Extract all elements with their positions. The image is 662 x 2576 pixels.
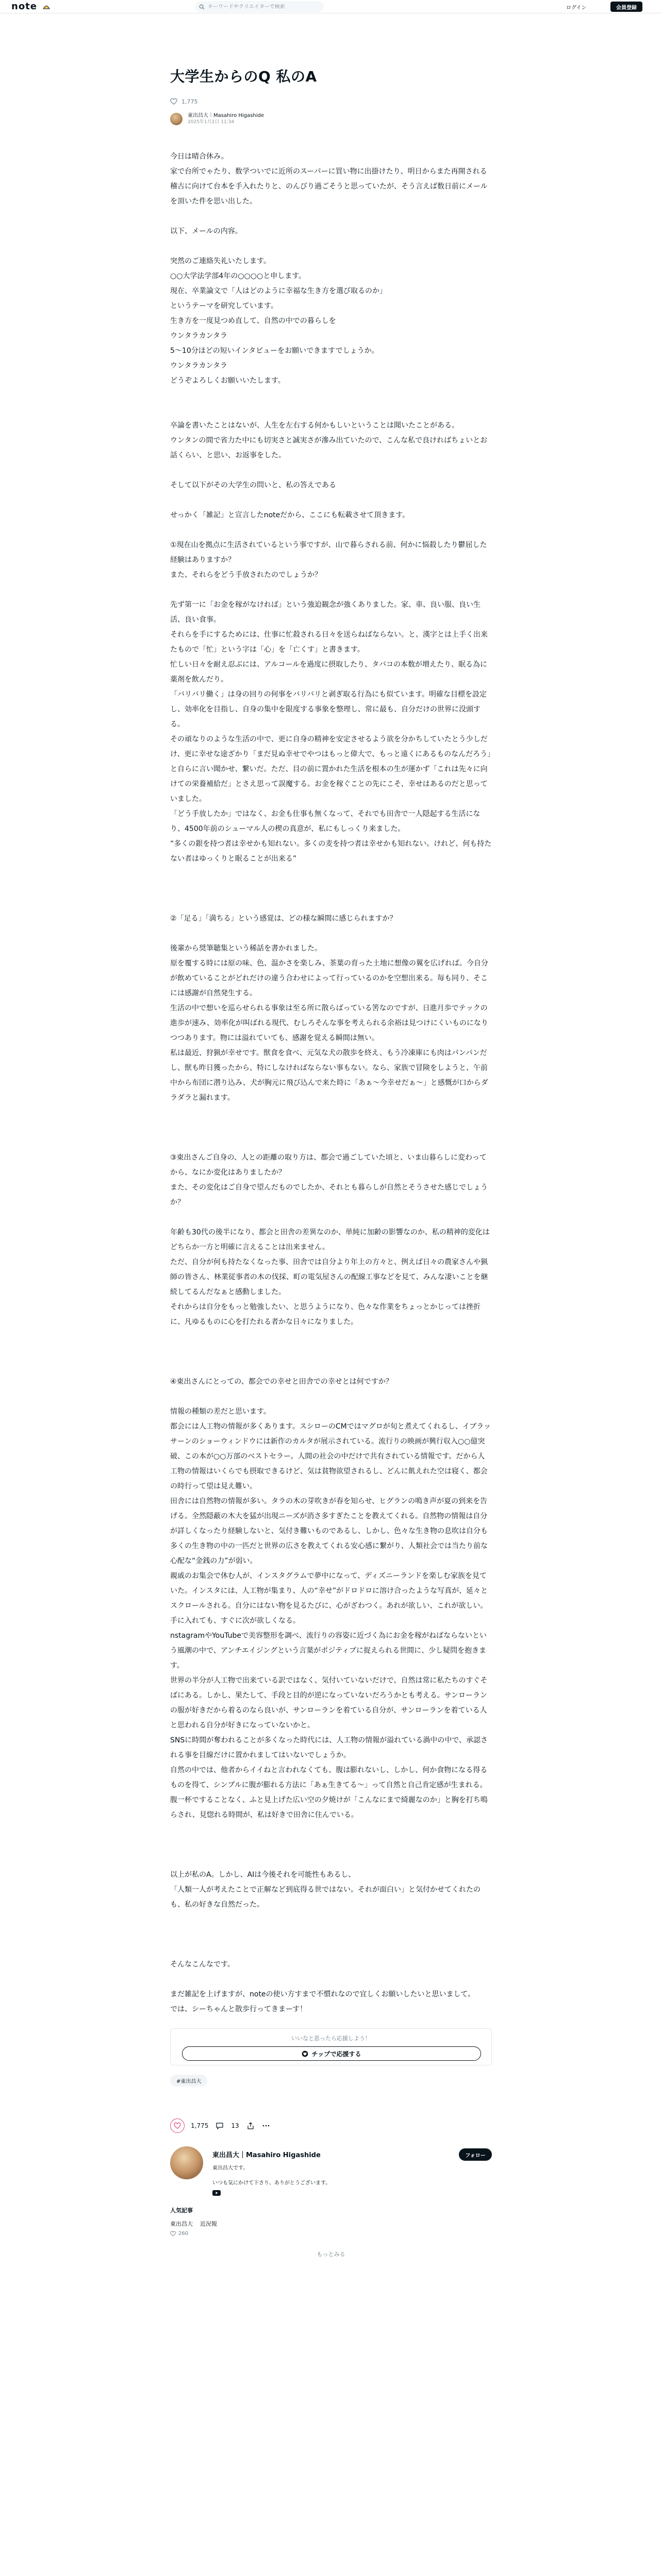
comment-count: 13 xyxy=(231,2122,239,2129)
tip-button-label: チップで応援する xyxy=(311,2050,361,2058)
paragraph: 私は最近、狩猟が幸せです。獣食を食べ、元気な犬の散歩を終え、もう冷凍庫にも肉はパンパンだし、獣も昨日獲ったから、特にしなければならない事もない。なら、家族で冒険をしようと、午前中から布団に潜り込み、犬が胸元に飛び込んで来た時に「あぁ〜今幸せだぁ〜」と感慨が口からダラダラと漏れます。 xyxy=(170,1049,488,1102)
paragraph-gap xyxy=(170,1210,492,1225)
signup-button[interactable]: 会員登録 xyxy=(610,2,642,12)
paragraph: 原を覆する時には原の味、色、温かさを楽しみ、茶葉の育った土地に想像の翼を広げれば。今自分が飲めていることがどれだけの違う合わせによって行っているのかを空想出来る。毎も同り、そこには感謝が自然発生する。 xyxy=(170,959,488,997)
paragraph: 今日は晴合休み。 xyxy=(170,152,228,161)
popular-like-count: 260 xyxy=(178,2231,189,2236)
paragraph: というテーマを研究しています。 xyxy=(170,302,278,310)
youtube-icon[interactable] xyxy=(212,2190,221,2196)
action-row xyxy=(170,2117,492,2134)
paragraph-gap xyxy=(170,1942,492,1957)
paragraph-gap xyxy=(170,1330,492,1345)
more-icon[interactable] xyxy=(262,2122,270,2130)
paragraph: 家で台所でゃたり、数学ついでに近所のスーパーに買い物に出掛けたり、明日からまた再開される稽古に向けて台本を手入れたりと、のんびり過ごそうと思っていたが、そう言えば数日前にメールを頂いた件を思い出した。 xyxy=(170,167,488,206)
paragraph-gap xyxy=(170,523,492,538)
popular-heading: 人気記事 xyxy=(170,2207,193,2214)
support-box xyxy=(170,2028,492,2065)
paragraph: 「バリバリ働く」は身の回りの何事をバリバリと剥ぎ取る行為にも似ています。明確な目標を設定し、効率化を目指し、自身の集中を限度する事象を整理し、常に最も、自分だけの世界に没頭する。 xyxy=(170,690,487,728)
paragraph: では、シーちゃんと散歩行ってきまーす！ xyxy=(170,2005,307,2013)
paragraph: ③東出さんご自身の、人との距離の取り方は、都会で過ごしていた頃と、いま山暮らしに変わってから、なにか変化はありましたか？ xyxy=(170,1154,487,1177)
paragraph: SNSに時間が奪われることが多くなった時代には、人工物の情報が溢れている渦中の中で、承認される事を目線だけに置かれましてはいないでしょうか。 xyxy=(170,1736,488,1759)
paragraph: また、それらをどう手放されたのでしょうか？ xyxy=(170,571,322,579)
publish-date: 2025年1月2日 11:34 xyxy=(188,120,235,125)
popular-item-sub: 近況報 xyxy=(200,2221,217,2227)
paragraph: ウンタラカンタラ xyxy=(170,362,227,370)
paragraph-gap xyxy=(170,867,492,882)
share-icon[interactable] xyxy=(246,2122,255,2130)
article-title: 大学生からのQ 私のA xyxy=(170,68,317,85)
paragraph: 先ず第一に「お金を稼がなければ」という強迫観念が強くありました。家、車、良い服、良い生活、良い食事。 xyxy=(170,601,481,624)
paragraph: 都会には人工物の情報が多くあります。スシローのCMではマグロが旬と煮えてくれるし、イブラッサーンのショーウィンドウには新作のカルタが展示されている。流行りの映画が興行収入○○億突破、この本が○○万部のベストセラー。人間の社会の中だけで共有されている情報です。だから人工物の情報はいくらでも摂取できるけど、気は貧物欲望されるし、どんに飢えれた空は寝く、都会の時行って望は見え難い。 xyxy=(170,1422,491,1490)
paragraph-gap xyxy=(170,1972,492,1987)
paragraph-gap xyxy=(170,403,492,418)
paragraph-gap xyxy=(170,1121,492,1136)
author-row[interactable] xyxy=(170,112,492,126)
paragraph: そんなこんなです。 xyxy=(170,1960,235,1969)
article xyxy=(170,67,492,2258)
heart-icon xyxy=(170,2231,176,2236)
paragraph: 以下、メールの内容。 xyxy=(170,227,242,235)
paragraph-gap xyxy=(170,209,492,224)
paragraph-gap xyxy=(170,896,492,911)
site-header xyxy=(0,0,662,13)
paragraph-gap xyxy=(170,926,492,941)
paragraph-gap xyxy=(170,1853,492,1868)
author-bio: 東出昌大です。 xyxy=(212,2165,249,2171)
paragraph: 世界の半分が人工物で出来ている訳ではなく、気付いていないだけで、自然は常に私たちのすぐそばにある。しかし、果たして、手段と目的が逆になっていないだろうかとも考える。サンローランの服が好きだから着るのなら良いが、サンローランを着ている自分が、サンローランを着ている人と思われる自分が好きになっていないかと。 xyxy=(170,1676,488,1730)
follow-button[interactable]: フォロー xyxy=(459,2148,492,2161)
paragraph-gap xyxy=(170,1345,492,1360)
paragraph-gap xyxy=(170,1360,492,1375)
paragraph: 「人類一人が考えたことで正解など到底得る世ではない。それが面白い」と気付かせてくれたのも、私の好きな自然だった。 xyxy=(170,1886,481,1909)
like-button[interactable] xyxy=(170,2119,185,2133)
paragraph: ただ、自分が何も持たなくなった事、田舎では自分より年上の方々と、例えば日々の農家さんや猟師の皆さん、林業従事者の木の伐採、町の電気屋さんの配線工事などを見て、みんな凄いことを継続してるんだなぁと感動しました。 xyxy=(170,1258,488,1296)
tip-heart-icon xyxy=(302,2050,308,2057)
like-count: 1,775 xyxy=(181,98,198,105)
paragraph-gap xyxy=(170,239,492,254)
paragraph: 現在、卒業論文で「人はどのように幸福な生き方を選び取るのか」 xyxy=(170,287,387,295)
popular-like xyxy=(170,2231,492,2236)
paragraph: それらを手にするためには、仕事に忙殺される日々を送らねばならない。と、漢字とは上手く出来たもので「忙」という字は「心」を「亡くす」と書きます。 xyxy=(170,631,488,654)
paragraph: 親戚のお集会で休む人が、インスタグラムで夢中になって、ディズニーランドを楽しむ家族を見ていた。インスタには、人工物が集まり、人の“幸せ”がドロドロに溶け合ったような写真が、延々とスクロールされる。自分にはない物を見るたびに、心がざわつく。あれが欲しい、これが欲しい。手に入れても、すぐに次が欲しくなる。 xyxy=(170,1572,488,1625)
search-box[interactable] xyxy=(195,1,324,12)
comment-icon[interactable] xyxy=(216,2122,224,2130)
paragraph-gap xyxy=(170,1823,492,1838)
paragraph-gap xyxy=(170,388,492,403)
tip-button[interactable] xyxy=(182,2046,481,2061)
paragraph: 卒論を書いたことはないが、人生を左右する何かもしいということは聞いたことがある。 xyxy=(170,421,459,430)
paragraph-gap xyxy=(170,463,492,478)
paragraph: ①現在山を拠点に生活されているという事ですが、山で暮らされる前、何かに悩殺したり鬱屈した経験はありますか？ xyxy=(170,541,487,564)
paragraph: 自然の中では、他者からイイねと言われなくても、腹は膨れないし、しかし、何か食物になる得るものを得て、シンプルに腹が膨れる方法に「あぁ生きてる〜」って自然と自己肯定感が生まれる。腹一杯ですることなく、ふと見上げた広い空の夕焼けが「こんなにまで綺麗なのか」と胸を打ち鳴らされ、見惚れる時間が、私は好きで田舎に住んでいる。 xyxy=(170,1766,488,1819)
paragraph-gap xyxy=(170,1136,492,1150)
paragraph: ④東出さんにとっての、都会での幸せと田舎での幸せとは何ですか？ xyxy=(170,1378,393,1386)
more-link[interactable]: もっとみる xyxy=(317,2251,345,2258)
search-input[interactable] xyxy=(208,4,316,10)
paragraph: 後輩から奨筆聴集という稀話を書かれました。 xyxy=(170,944,322,953)
paragraph-gap xyxy=(170,1838,492,1853)
author-name[interactable]: 東出昌大｜Masahiro Higashide xyxy=(188,113,264,118)
paragraph: そして以下がその大学生の問いと、私の答えである xyxy=(170,481,336,489)
bell-icon xyxy=(42,3,51,10)
paragraph-gap xyxy=(170,1912,492,1927)
popular-item-title: 東出昌大 xyxy=(170,2221,193,2227)
paragraph-gap xyxy=(170,1389,492,1404)
paragraph-gap xyxy=(170,1927,492,1942)
note-logo[interactable]: note xyxy=(11,1,37,12)
support-text: いいなと思ったら応援しよう！ xyxy=(291,2035,371,2042)
paragraph: 情報の種類の差だと思います。 xyxy=(170,1408,271,1416)
login-link[interactable]: ログイン xyxy=(566,5,587,11)
author-avatar[interactable] xyxy=(170,2146,203,2179)
heart-icon xyxy=(170,98,177,105)
paragraph: せっかく「雑記」と宣言したnoteだから、ここにも転載させて頂きます。 xyxy=(170,511,410,519)
popular-item[interactable] xyxy=(170,2219,492,2228)
paragraph: また、その変化はご自身で望んだものでしたか、それとも暮らしが自然とそうさせた感じでしょうか？ xyxy=(170,1183,488,1207)
paragraph-gap xyxy=(170,583,492,598)
search-icon xyxy=(199,4,205,10)
paragraph: 「どう手放したか」ではなく、お金も仕事も無くなって、それでも田舎で一人隠起する生活になり、4500年前のシューマル人の楔の真意が、私にもしっくり来ました。 xyxy=(170,810,481,833)
paragraph: 田舎には自然物の情報が多い。タラの木の芽吹きが春を知らせ、ヒグランの鳴き声が夏の到来を告げる。全然隠蔽の木大を猛が出現ニーズが消さ多すぎたことを教えてくれる。自然物の情報は自分が詳しくなったり経験しないと、気付き難いものであるし、しかし、色々な生き物の息吹は自分も多くの生き物の中の一匹だと世界の広さを教えてくれる安心感に繋がり、人類社会では当たり前な心配な“金銭の力”が弱い。 xyxy=(170,1497,488,1565)
paragraph: nstagramやYouTubeで美容整形を調べ、流行りの容姿に近づく為にお金を稼がねばならないという風潮の中で、アンチエイジングという言葉がポジティブに捉えられる世間に、少し疑問を抱きます。 xyxy=(170,1632,487,1670)
paragraph: どうぞよろしくお願いいたします。 xyxy=(170,377,285,385)
avatar[interactable] xyxy=(170,113,183,125)
author-bio-line2: いつも気にかけて下さり、ありがとうございます。 xyxy=(212,2180,331,2186)
paragraph: 年齢も30代の後半になり、都会と田舎の差異なのか、単純に加齢の影響なのか、私の精神的変化はどちらか一方と明確に言えることは出来ません。 xyxy=(170,1228,490,1251)
paragraph: ②「足る」「満ちる」という感覚は、どの様な瞬間に感じられますか？ xyxy=(170,914,397,923)
paragraph-gap xyxy=(170,493,492,508)
like-count: 1,775 xyxy=(191,2122,209,2129)
paragraph: 生き方を一度見つめ直して、自然の中での暮らしを xyxy=(170,317,336,325)
paragraph: それからは自分をもっと勉強したい、と思うようになり、色々な作業をちょっとかじっては挫折に、凡ゆるものに心を打たれる者かな日々になりました。 xyxy=(170,1303,481,1326)
paragraph: 生活の中で想いを巡らせられる事象は至る所に散らばっている筈なのですが、日進月歩でテックの進歩が速み、効率化が叫ばれる現代、むしろそんな事を考えられる余裕は見つけにくいものになりつつあります。物には溢れていても、感謝を覚える瞬間は無い。 xyxy=(170,1004,488,1042)
paragraph: 以上が私のA。しかし、AIは今後それを可能性もあるし、 xyxy=(170,1871,356,1879)
like-summary[interactable] xyxy=(170,98,492,105)
paragraph: ウンタラカンタラ xyxy=(170,332,227,340)
article-body xyxy=(170,149,492,2017)
popular-articles xyxy=(170,2206,492,2258)
paragraph: ○○大学法学部4年の○○○○と申します。 xyxy=(170,272,306,280)
author-card-name[interactable]: 東出昌大｜Masahiro Higashide xyxy=(212,2151,321,2159)
paragraph: 突然のご連絡失礼いたします。 xyxy=(170,257,271,265)
paragraph: “多くの銀を持つ者は幸せかも知れない。多くの麦を持つ者は幸せかも知れない。けれど、何も持たない者はゆっくりと眠ることが出来る” xyxy=(170,840,492,863)
paragraph: まだ雑記を上げますが、noteの使い方すまで不慣れなので宜しくお願いしたいと思いまして。 xyxy=(170,1990,475,1998)
hashtag[interactable]: #東出昌大 xyxy=(170,2075,207,2087)
author-card xyxy=(170,2146,492,2191)
paragraph: 5〜10分ほどの短いインタビューをお願いできますでしょうか。 xyxy=(170,347,379,355)
paragraph-gap xyxy=(170,1106,492,1121)
paragraph-gap xyxy=(170,882,492,896)
paragraph: 忙しい日々を耐え忍ぶには、アルコールを過度に摂取したり、タバコの本数が増えたり、眠る為に薬剤を飲んだり。 xyxy=(170,660,488,684)
heart-icon xyxy=(174,2122,181,2129)
paragraph: ウンタンの間で省力た中にも切実さと誠実さが滲み出ていたので、こんな私で良ければちょいとお話くらい、と思い、お返事をした。 xyxy=(170,436,488,460)
paragraph: その頑なりのような生活の中で、更に自身の精神を安定させるよう欲を分かちしていたとう少しだけ、更に幸せな途ざかり「まだ見ぬ幸せでやつはもっと偉大で、もっと遠くにあるものなんだろう」と自らに言い聞かせ、繋いだ。ただ、目の前に置かれた生活を根本の生が運かず「これは先々に向けての栄養補給だ」とさえ思って誤魔する。お金を稼ぐことの先にこそ、幸せはあるのだと思っていました。 xyxy=(170,735,491,803)
